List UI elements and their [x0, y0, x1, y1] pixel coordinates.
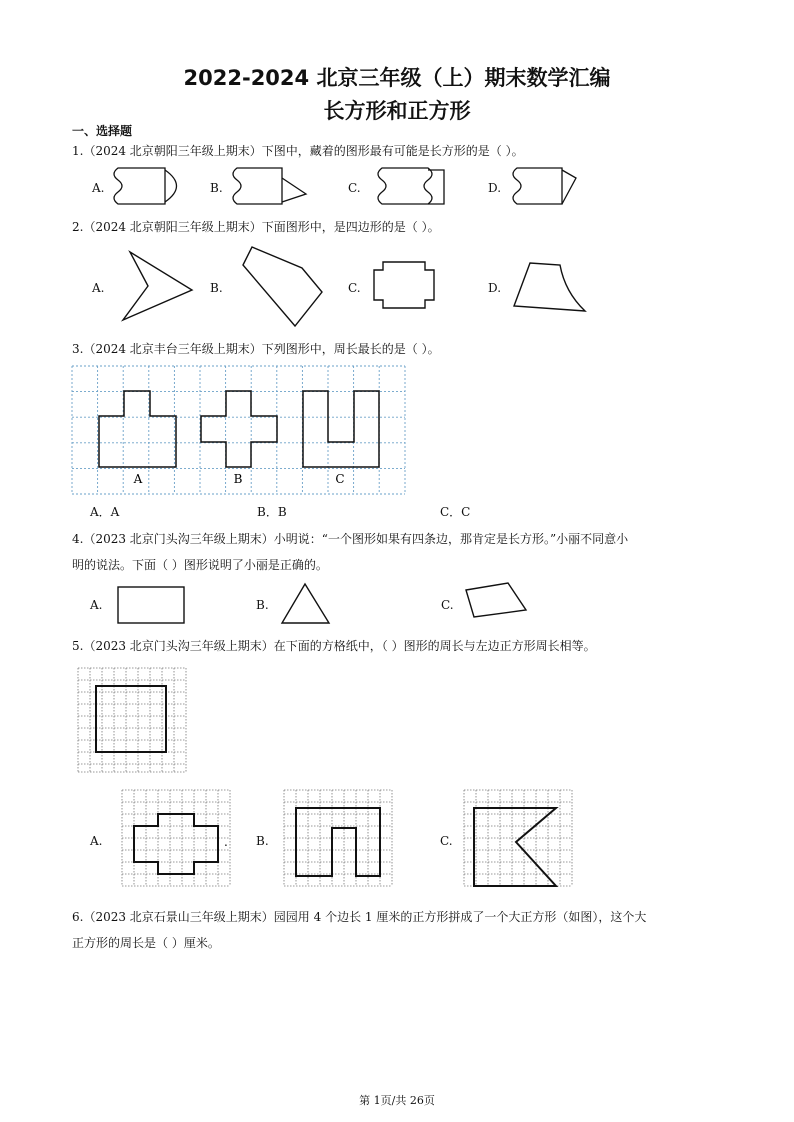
question-2: 2.（2024 北京朝阳三年级上期末）下面图形中，是四边形的是（ ）。 [72, 220, 440, 234]
q1-option-c[interactable]: C. [348, 181, 361, 195]
q3-label-a: A [133, 472, 143, 486]
q1-option-a[interactable]: A. [92, 181, 105, 195]
q2-option-a[interactable]: A. [92, 281, 105, 295]
question-6-line2: 正方形的周长是（ ）厘米。 [72, 936, 220, 950]
q3-option-c[interactable]: C．C [440, 505, 471, 519]
page-title: 2022-2024 北京三年级（上）期末数学汇编 [183, 66, 611, 90]
question-4-line2: 明的说法。下面（ ）图形说明了小丽是正确的。 [72, 558, 328, 572]
q5-shape-a [134, 814, 218, 874]
question-5: 5.（2023 北京门头沟三年级上期末）在下面的方格纸中，（ ）图形的周长与左边正方形周长相等。 [72, 639, 596, 653]
q5-option-a[interactable]: A. [90, 834, 103, 848]
question-4: 4.（2023 北京门头沟三年级上期末）小明说：“一个图形如果有四条边，那肯定是长方形。”小丽不同意小 [72, 532, 629, 546]
page-footer: 第 1页/共 26页 [359, 1094, 435, 1107]
question-3: 3.（2024 北京丰台三年级上期末）下列图形中，周长最长的是（ ）。 [72, 342, 440, 356]
question-6: 6.（2023 北京石景山三年级上期末）园园用 4 个边长 1 厘米的正方形拼成了一个大正方形（如图），这个大 [72, 910, 647, 924]
q5-option-c[interactable]: C. [440, 834, 453, 848]
q2-option-b[interactable]: B. [210, 281, 223, 295]
section-heading: 一、选择题 [72, 124, 133, 138]
q1-option-d[interactable]: D. [488, 181, 502, 195]
q2-option-d[interactable]: D. [488, 281, 502, 295]
q4-option-a[interactable]: A. [90, 598, 103, 612]
q5-dot: . [224, 835, 228, 849]
q4-option-c[interactable]: C. [441, 598, 454, 612]
q1-option-b[interactable]: B. [210, 181, 223, 195]
q3-option-a[interactable]: A．A [90, 505, 120, 519]
page-subtitle: 长方形和正方形 [323, 99, 471, 123]
q2-option-c[interactable]: C. [348, 281, 361, 295]
q4-option-b[interactable]: B. [256, 598, 269, 612]
q5-option-b[interactable]: B. [256, 834, 269, 848]
question-1: 1.（2024 北京朝阳三年级上期末）下图中，藏着的图形最有可能是长方形的是（ ）。 [72, 144, 524, 158]
q3-option-b[interactable]: B．B [257, 505, 287, 519]
q5-shape-b [296, 808, 380, 876]
q3-label-b: B [233, 472, 243, 486]
q3-label-c: C [335, 472, 345, 486]
q5-reference-square [96, 686, 166, 752]
